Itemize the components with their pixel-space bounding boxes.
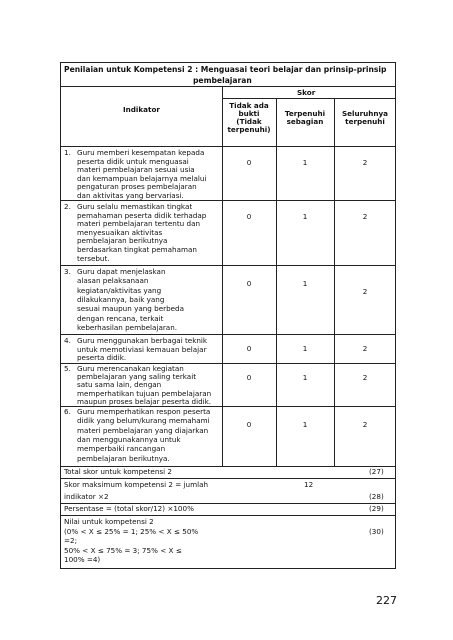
item-text-line: maupun proses belajar peserta didik. bbox=[77, 396, 212, 406]
nilai-line: 100% =4) bbox=[64, 555, 101, 564]
score-2: 2 bbox=[362, 344, 368, 353]
item-text-line: memperhatikan tujuan pembelajaran bbox=[77, 388, 212, 398]
persentase-ref: (29) bbox=[369, 504, 384, 513]
item-text-line: keberhasilan pembelajaran. bbox=[77, 322, 178, 332]
header-col2-l1: Seluruhnya bbox=[341, 109, 389, 118]
skor-maksimum-label-line1: Skor maksimum kompetensi 2 = jumlah bbox=[64, 480, 209, 489]
item-text-line: pembelajaran yang saling terkait bbox=[77, 372, 197, 382]
score-2: 2 bbox=[362, 420, 368, 429]
item-text-line: satu sama lain, dengan bbox=[77, 380, 162, 390]
score-2: 2 bbox=[362, 373, 368, 382]
rule-pct-bottom bbox=[60, 515, 396, 516]
score-0: 0 bbox=[246, 344, 252, 353]
header-col0-l3: (Tidak bbox=[236, 117, 262, 126]
item-text-line: alasan pelaksanaan bbox=[77, 276, 149, 286]
rule-item3-bottom bbox=[60, 334, 396, 335]
rule-total-bottom bbox=[60, 478, 396, 479]
table-title-line1: Penilaian untuk Kompetensi 2 : Menguasai teori belajar dan prinsip-prinsip bbox=[64, 65, 387, 74]
total-skor-label: Total skor untuk kompetensi 2 bbox=[64, 467, 172, 476]
item-number: 3. bbox=[64, 267, 71, 276]
item-text-line: peserta didik untuk menguasai bbox=[77, 156, 189, 166]
item-text-line: materi pembelajaran sesuai usia bbox=[77, 165, 195, 175]
rule-title-bottom bbox=[60, 86, 396, 87]
score-1: 1 bbox=[302, 420, 308, 429]
nilai-line: =2; bbox=[64, 536, 78, 545]
header-skor: Skor bbox=[297, 88, 316, 97]
score-1: 1 bbox=[302, 373, 308, 382]
item-number: 5. bbox=[64, 364, 71, 373]
item-text-line: Guru menggunakan berbagai teknik bbox=[77, 336, 208, 345]
header-col0-l4: terpenuhi) bbox=[227, 125, 271, 134]
score-0: 0 bbox=[246, 373, 252, 382]
rule-skor-bottom bbox=[222, 98, 396, 99]
item-text-line: dan menggunakannya untuk bbox=[77, 434, 181, 444]
header-indikator: Indikator bbox=[123, 105, 160, 114]
item-text-line: pembelajaran berikutnya bbox=[77, 236, 168, 246]
item-text-line: Guru selalu memastikan tingkat bbox=[77, 202, 193, 211]
item-text-line: menyesuaikan aktivitas bbox=[77, 227, 163, 237]
item-text-line: Guru dapat menjelaskan bbox=[77, 267, 166, 276]
item-text-line: pembelajaran berikutnya. bbox=[77, 453, 170, 463]
item-text-line: pengaturan proses pembelajaran bbox=[77, 182, 197, 192]
rule-col-indikator bbox=[222, 86, 223, 466]
item-text-line: kegiatan/aktivitas yang bbox=[77, 285, 162, 295]
header-col1-l2: sebagian bbox=[286, 117, 324, 126]
item-number: 4. bbox=[64, 336, 71, 345]
score-2: 2 bbox=[362, 287, 368, 296]
score-1: 1 bbox=[302, 158, 308, 167]
nilai-line: Nilai untuk kompetensi 2 bbox=[64, 517, 154, 526]
item-text-line: dan kemampuan belajarnya melalui bbox=[77, 173, 207, 183]
total-skor-ref: (27) bbox=[369, 467, 384, 476]
skor-maksimum-ref: (28) bbox=[369, 492, 384, 501]
score-0: 0 bbox=[246, 420, 252, 429]
nilai-line: (0% < X ≤ 25% = 1; 25% < X ≤ 50% bbox=[64, 526, 199, 536]
score-0: 0 bbox=[246, 279, 252, 288]
item-text-line: Guru memperhatikan respon peserta bbox=[77, 407, 211, 416]
rule-header-bottom bbox=[60, 146, 396, 147]
item-text-line: tersebut. bbox=[77, 253, 110, 263]
item-text-line: sesuai maupun yang berbeda bbox=[77, 304, 185, 314]
item-text-line: berdasarkan tingkat pemahaman bbox=[77, 245, 197, 254]
page-number: 227 bbox=[376, 594, 397, 607]
item-number: 2. bbox=[64, 202, 71, 211]
score-1: 1 bbox=[302, 344, 308, 353]
rule-col-s1 bbox=[334, 98, 335, 466]
score-0: 0 bbox=[246, 212, 252, 221]
score-1: 1 bbox=[302, 279, 308, 288]
item-text-line: didik yang belum/kurang memahami bbox=[77, 416, 210, 426]
rule-item2-bottom bbox=[60, 265, 396, 266]
rule-col-s0 bbox=[276, 98, 277, 466]
skor-maksimum-value: 12 bbox=[304, 480, 314, 489]
header-col0-l2: bukti bbox=[238, 109, 260, 118]
score-0: 0 bbox=[246, 158, 252, 167]
header-col1-l1: Terpenuhi bbox=[284, 109, 326, 118]
score-2: 2 bbox=[362, 158, 368, 167]
item-text-line: memperbaiki rancangan bbox=[77, 444, 166, 454]
item-text-line: dilakukannya, baik yang bbox=[77, 294, 165, 304]
item-text-line: dan aktivitas yang bervariasi. bbox=[77, 191, 184, 200]
header-col0-l1: Tidak ada bbox=[229, 101, 269, 110]
persentase-label: Persentase = (total skor/12) ×100% bbox=[64, 504, 194, 513]
table-title-line2: pembelajaran bbox=[193, 76, 252, 85]
item-text-line: untuk memotiviasi kemauan belajar bbox=[77, 344, 207, 354]
item-text-line: dengan rencana, terkait bbox=[77, 313, 164, 323]
nilai-line: 50% < X ≤ 75% = 3; 75% < X ≤ bbox=[64, 545, 182, 555]
nilai-ref: (30) bbox=[369, 527, 384, 536]
item-text-line: peserta didik. bbox=[77, 353, 127, 362]
item-number: 6. bbox=[64, 407, 71, 416]
item-number: 1. bbox=[64, 148, 71, 157]
score-2: 2 bbox=[362, 212, 368, 221]
item-text-line: Guru merencanakan kegiatan bbox=[77, 364, 184, 373]
item-text-line: pemahaman peserta didik terhadap bbox=[77, 210, 207, 220]
item-text-line: materi pembelajaran tertentu dan bbox=[77, 219, 201, 229]
header-col2-l2: terpenuhi bbox=[345, 117, 385, 126]
item-text-line: materi pembelajaran yang diajarkan bbox=[77, 425, 209, 435]
skor-maksimum-label-line2: indikator ×2 bbox=[64, 492, 109, 501]
score-1: 1 bbox=[302, 212, 308, 221]
item-text-line: Guru memberi kesempatan kepada bbox=[77, 148, 205, 157]
